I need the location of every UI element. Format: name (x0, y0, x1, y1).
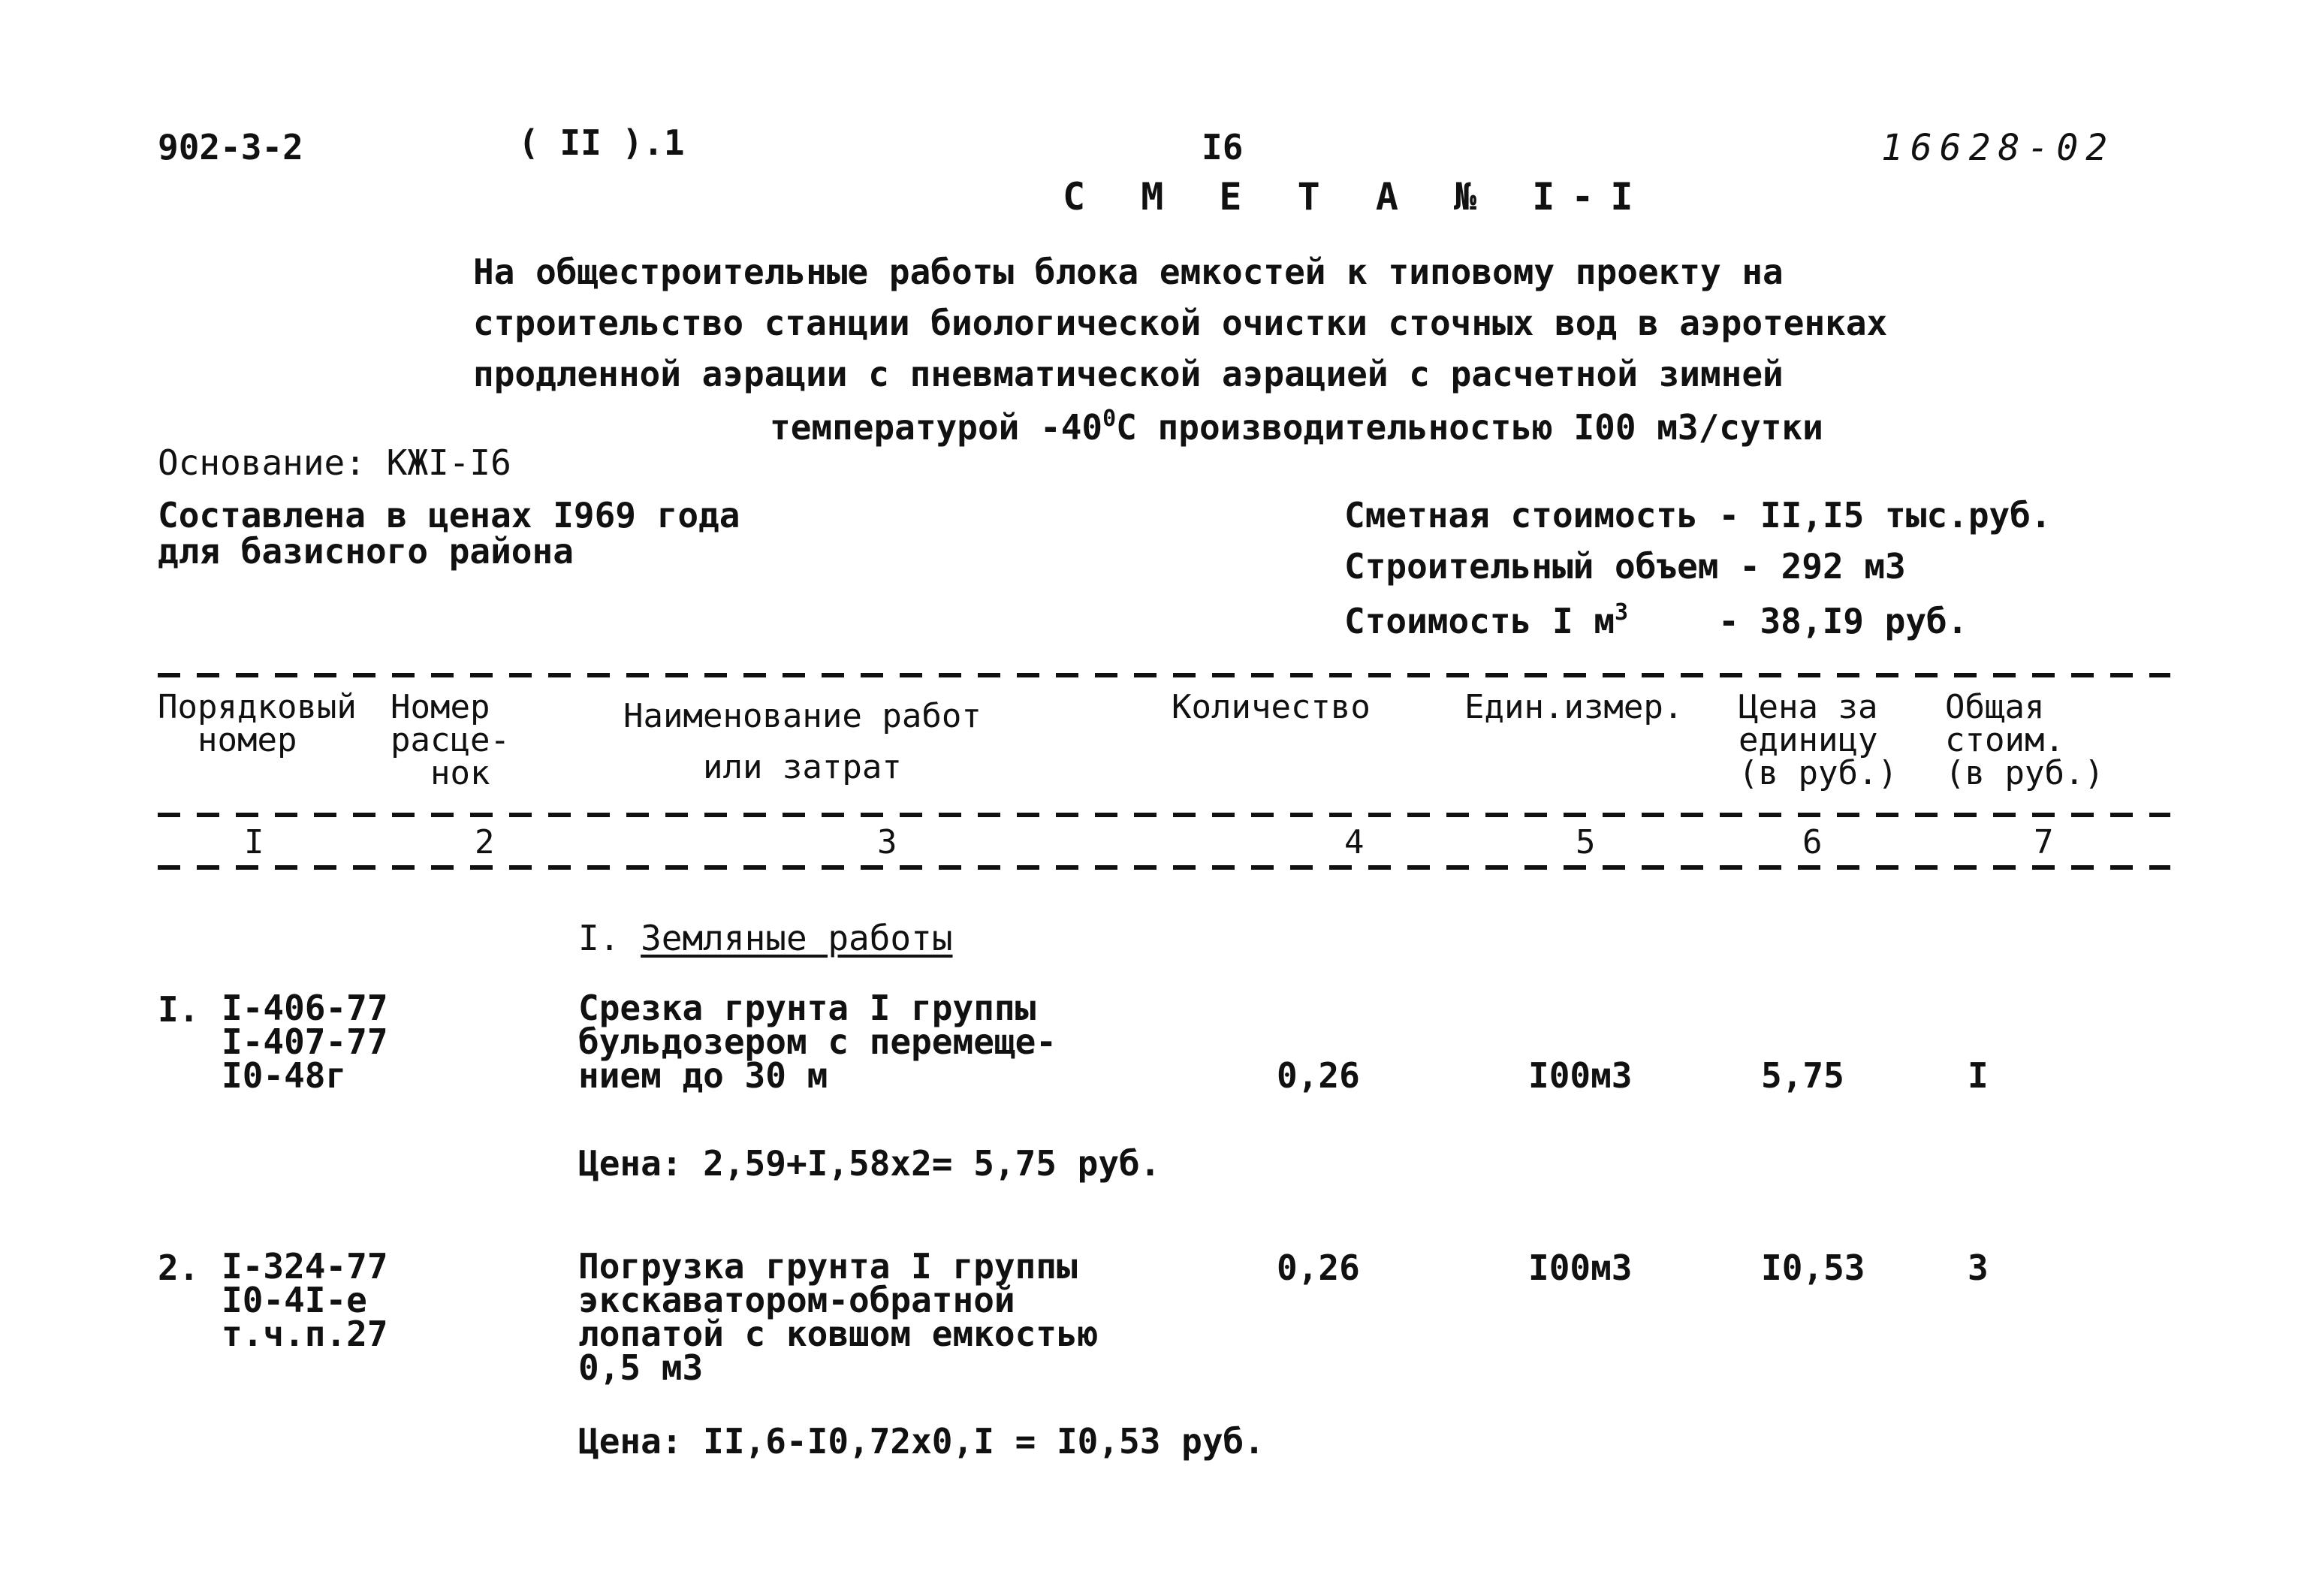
row-price: 5,75 (1761, 1055, 1844, 1096)
description-line-4-post: С производительностью I00 м3/сутки (1116, 407, 1823, 448)
row-number: I. (158, 989, 200, 1030)
cubic-sup: 3 (1615, 599, 1629, 626)
document-title: С М Е Т А № I-I (1063, 175, 1650, 219)
doc-code: 902-3-2 (158, 127, 303, 167)
row-quantity: 0,26 (1277, 1248, 1360, 1288)
row-unit: I00м3 (1528, 1055, 1633, 1096)
description-line-1: На общестроительные работы блока емкостей к типовому проекту на (473, 252, 1784, 292)
description-line-4 (770, 406, 1823, 448)
column-header-4: Количество (1172, 688, 1371, 726)
prices-line-1: Составлена в ценах I969 года (158, 495, 740, 536)
column-number-2: 2 (475, 823, 495, 861)
column-header-3: Наименование работ или затрат (623, 697, 982, 787)
description-line-2: строительство станции биологической очистки сточных вод в аэротенках (473, 303, 1888, 343)
unit-cost-pre: Стоимость I м (1344, 601, 1615, 641)
row-total: 3 (1968, 1248, 1989, 1288)
row-name: Погрузка грунта I группы экскаватором-обратной лопатой с ковшом емкостью 0,5 м3 (578, 1246, 1099, 1389)
column-header-2: Номер расце- нок (391, 688, 510, 792)
page-number: I6 (1202, 127, 1244, 167)
summary-unit-cost (1344, 601, 1968, 639)
table-header-rule (158, 813, 2170, 817)
basis: Основание: КЖI-I6 (158, 442, 511, 483)
column-header-5: Един.измер. (1464, 688, 1684, 726)
section-heading (578, 920, 953, 956)
row-unit: I00м3 (1528, 1248, 1633, 1288)
column-number-1: I (244, 823, 264, 861)
description-line-4-pre: температурой -40 (770, 407, 1103, 448)
column-header-1: Порядковый номер (158, 688, 357, 759)
column-header-6: Цена за единицу (в руб.) (1739, 688, 1898, 792)
column-number-7: 7 (2034, 823, 2054, 861)
row-price-note: Цена: 2,59+I,58х2= 5,75 руб. (578, 1143, 1161, 1184)
column-number-5: 5 (1576, 823, 1596, 861)
description-line-3: продленной аэрации с пневматической аэрацией с расчетной зимней (473, 354, 1784, 394)
part-mark: ( II ).1 (518, 122, 685, 163)
summary-volume: Строительный объем - 292 м3 (1344, 546, 1906, 587)
table-top-rule (158, 673, 2170, 677)
unit-cost-post: - 38,I9 руб. (1718, 601, 1968, 641)
degree-sup: 0 (1102, 406, 1117, 432)
row-quantity: 0,26 (1277, 1055, 1360, 1096)
section-title: Земляные работы (641, 918, 953, 958)
column-number-3: 3 (877, 823, 897, 861)
row-codes: I-406-77 I-407-77 I0-48г (222, 988, 388, 1097)
row-price-note: Цена: II,6-I0,72х0,I = I0,53 руб. (578, 1421, 1265, 1462)
row-codes: I-324-77 I0-4I-е т.ч.п.27 (222, 1246, 388, 1355)
summary-cost: Сметная стоимость - II,I5 тыс.руб. (1344, 495, 2052, 536)
row-total: I (1968, 1055, 1989, 1096)
section-number: I. (578, 918, 620, 958)
row-price: I0,53 (1761, 1248, 1865, 1288)
row-name: Срезка грунта I группы бульдозером с перемеще- нием до 30 м (578, 988, 1057, 1097)
handwritten-number: 16628-02 (1881, 127, 2116, 169)
prices-line-2: для базисного района (158, 531, 574, 572)
column-number-6: 6 (1802, 823, 1823, 861)
column-header-7: Общая стоим. (в руб.) (1945, 688, 2104, 792)
row-number: 2. (158, 1248, 200, 1288)
column-number-rule (158, 865, 2170, 870)
column-number-4: 4 (1344, 823, 1365, 861)
